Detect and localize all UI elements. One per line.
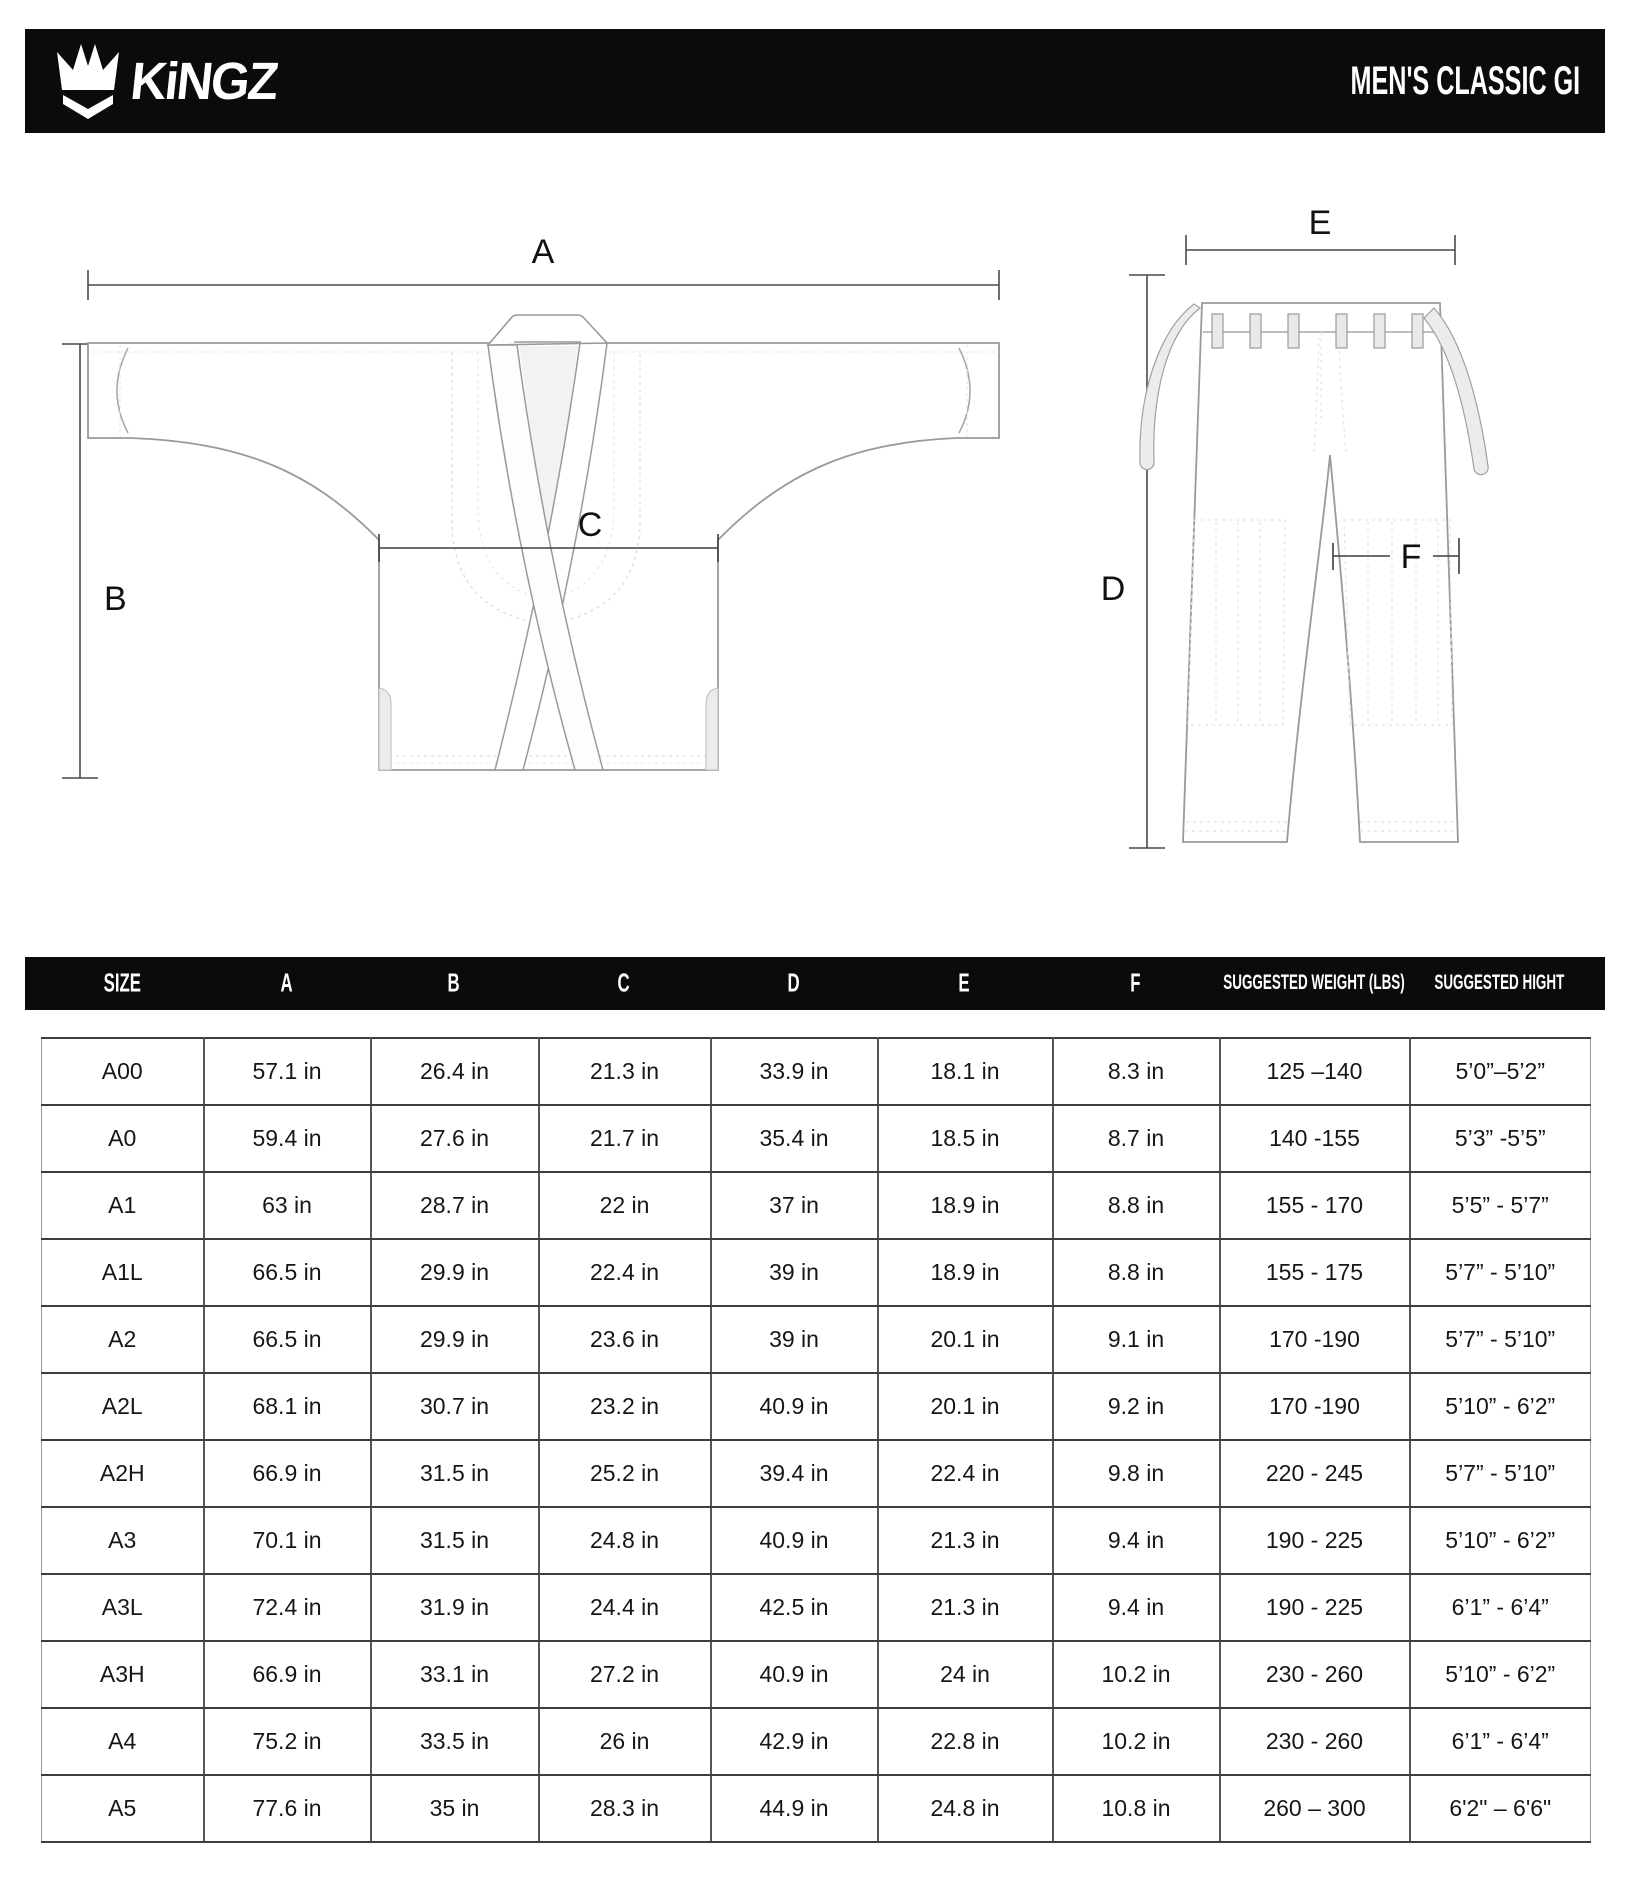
measurement-cell: 68.1 in (204, 1373, 371, 1440)
logo-wordmark: KiNGZ (127, 51, 280, 111)
size-cell: A5 (42, 1775, 204, 1842)
size-cell: A2L (42, 1373, 204, 1440)
measurement-cell: 30.7 in (371, 1373, 539, 1440)
size-cell: A00 (42, 1038, 204, 1105)
measurement-cell: 5’5” - 5’7” (1410, 1172, 1591, 1239)
size-cell: A1L (42, 1239, 204, 1306)
size-cell: A3 (42, 1507, 204, 1574)
measurement-cell: 33.1 in (371, 1641, 539, 1708)
column-header-size: SIZE (103, 968, 141, 998)
measurement-cell: 18.9 in (878, 1172, 1053, 1239)
measurement-cell: 59.4 in (204, 1105, 371, 1172)
size-cell: A0 (42, 1105, 204, 1172)
dim-line-a (88, 270, 999, 300)
size-table (41, 1037, 1591, 1843)
size-cell: A2 (42, 1306, 204, 1373)
jacket-side-slit-right (706, 688, 718, 770)
measurement-cell: 24.8 in (539, 1507, 711, 1574)
measurement-cell: 66.5 in (204, 1239, 371, 1306)
gi-jacket-drawing (62, 233, 999, 778)
table-row (42, 1574, 1591, 1641)
jacket-width-label: A (531, 233, 555, 271)
drawstring-left (1140, 304, 1200, 470)
column-header-e: E (958, 968, 971, 998)
measurement-cell: 23.6 in (539, 1306, 711, 1373)
measurement-cell: 8.8 in (1053, 1172, 1220, 1239)
measurement-cell: 155 - 175 (1220, 1239, 1410, 1306)
measurement-cell: 26 in (539, 1708, 711, 1775)
measurement-cell: 25.2 in (539, 1440, 711, 1507)
measurement-cell: 24 in (878, 1641, 1053, 1708)
measurement-cell: 220 - 245 (1220, 1440, 1410, 1507)
collar-top (488, 315, 607, 345)
table-row (42, 1641, 1591, 1708)
measurement-cell: 39 in (711, 1239, 878, 1306)
table-row (42, 1708, 1591, 1775)
table-row (42, 1507, 1591, 1574)
jacket-waist-label: C (577, 506, 603, 544)
measurement-cell: 40.9 in (711, 1373, 878, 1440)
measurement-cell: 33.5 in (371, 1708, 539, 1775)
measurement-cell: 8.3 in (1053, 1038, 1220, 1105)
measurement-cell: 18.1 in (878, 1038, 1053, 1105)
measurement-cell: 23.2 in (539, 1373, 711, 1440)
measurement-cell: 5’7” - 5’10” (1410, 1306, 1591, 1373)
pants-leg-opening-label: F (1400, 538, 1422, 576)
measurement-cell: 39.4 in (711, 1440, 878, 1507)
measurement-cell: 75.2 in (204, 1708, 371, 1775)
column-header-a: A (280, 968, 293, 998)
jacket-height-label: B (104, 580, 127, 618)
measurement-cell: 24.4 in (539, 1574, 711, 1641)
measurement-cell: 37 in (711, 1172, 878, 1239)
measurement-cell: 190 - 225 (1220, 1574, 1410, 1641)
measurement-cell: 22.8 in (878, 1708, 1053, 1775)
measurement-cell: 125 –140 (1220, 1038, 1410, 1105)
measurement-cell: 21.3 in (878, 1507, 1053, 1574)
page-title: MEN'S CLASSIC GI (1350, 57, 1580, 103)
measurement-cell: 77.6 in (204, 1775, 371, 1842)
measurement-cell: 6’1” - 6’4” (1410, 1708, 1591, 1775)
measurement-cell: 28.7 in (371, 1172, 539, 1239)
size-cell: A3H (42, 1641, 204, 1708)
measurement-cell: 66.5 in (204, 1306, 371, 1373)
measurement-cell: 22.4 in (539, 1239, 711, 1306)
size-cell: A3L (42, 1574, 204, 1641)
measurement-cell: 66.9 in (204, 1641, 371, 1708)
measurement-cell: 9.8 in (1053, 1440, 1220, 1507)
measurement-cell: 31.5 in (371, 1440, 539, 1507)
measurement-cell: 44.9 in (711, 1775, 878, 1842)
measurement-cell: 27.2 in (539, 1641, 711, 1708)
column-header-b: B (447, 968, 461, 998)
column-header-c: C (617, 968, 631, 998)
size-table-body (42, 1038, 1591, 1842)
measurement-cell: 26.4 in (371, 1038, 539, 1105)
measurement-cell: 42.5 in (711, 1574, 878, 1641)
measurement-cell: 170 -190 (1220, 1373, 1410, 1440)
measurement-cell: 140 -155 (1220, 1105, 1410, 1172)
jacket-side-slit-left (379, 688, 391, 770)
measurement-cell: 10.8 in (1053, 1775, 1220, 1842)
measurement-cell: 31.5 in (371, 1507, 539, 1574)
column-header-height: SUGGESTED HIGHT (1434, 971, 1565, 994)
measurement-cell: 20.1 in (878, 1306, 1053, 1373)
table-row (42, 1440, 1591, 1507)
measurement-cell: 63 in (204, 1172, 371, 1239)
measurement-cell: 20.1 in (878, 1373, 1053, 1440)
measurement-cell: 33.9 in (711, 1038, 878, 1105)
pants-height-label: D (1100, 570, 1126, 608)
size-cell: A4 (42, 1708, 204, 1775)
measurement-cell: 10.2 in (1053, 1708, 1220, 1775)
measurement-cell: 70.1 in (204, 1507, 371, 1574)
measurement-cell: 5’3” -5’5” (1410, 1105, 1591, 1172)
measurement-cell: 39 in (711, 1306, 878, 1373)
measurement-cell: 9.1 in (1053, 1306, 1220, 1373)
measurement-cell: 5’0”–5’2” (1410, 1038, 1591, 1105)
column-header-weight: SUGGESTED WEIGHT (LBS) (1223, 971, 1405, 994)
measurement-cell: 35 in (371, 1775, 539, 1842)
pants-waist-label: E (1308, 204, 1332, 242)
measurement-cell: 5’10” - 6’2” (1410, 1373, 1591, 1440)
table-row (42, 1038, 1591, 1105)
measurement-cell: 40.9 in (711, 1507, 878, 1574)
measurement-cell: 35.4 in (711, 1105, 878, 1172)
measurement-cell: 29.9 in (371, 1306, 539, 1373)
gi-pants-drawing (1101, 204, 1488, 848)
measurement-cell: 9.2 in (1053, 1373, 1220, 1440)
measurement-cell: 42.9 in (711, 1708, 878, 1775)
measurement-cell: 10.2 in (1053, 1641, 1220, 1708)
size-cell: A2H (42, 1440, 204, 1507)
measurement-cell: 40.9 in (711, 1641, 878, 1708)
measurement-cell: 18.5 in (878, 1105, 1053, 1172)
measurement-cell: 155 - 170 (1220, 1172, 1410, 1239)
measurement-cell: 9.4 in (1053, 1574, 1220, 1641)
measurement-cell: 21.3 in (878, 1574, 1053, 1641)
measurement-cell: 21.7 in (539, 1105, 711, 1172)
table-row (42, 1775, 1591, 1842)
measurement-cell: 22 in (539, 1172, 711, 1239)
column-header-d: D (787, 968, 800, 998)
measurement-cell: 29.9 in (371, 1239, 539, 1306)
table-row (42, 1306, 1591, 1373)
measurement-cell: 230 - 260 (1220, 1708, 1410, 1775)
measurement-cell: 190 - 225 (1220, 1507, 1410, 1574)
measurement-cell: 27.6 in (371, 1105, 539, 1172)
table-row (42, 1239, 1591, 1306)
measurement-cell: 21.3 in (539, 1038, 711, 1105)
measurement-cell: 9.4 in (1053, 1507, 1220, 1574)
measurement-cell: 28.3 in (539, 1775, 711, 1842)
table-row (42, 1172, 1591, 1239)
measurement-cell: 5’7” - 5’10” (1410, 1440, 1591, 1507)
measurement-cell: 72.4 in (204, 1574, 371, 1641)
measurement-cell: 5’10” - 6’2” (1410, 1641, 1591, 1708)
measurement-cell: 230 - 260 (1220, 1641, 1410, 1708)
measurement-cell: 260 – 300 (1220, 1775, 1410, 1842)
measurement-cell: 31.9 in (371, 1574, 539, 1641)
size-table-header (25, 957, 1605, 1010)
measurement-cell: 24.8 in (878, 1775, 1053, 1842)
measurement-cell: 5’10” - 6’2” (1410, 1507, 1591, 1574)
measurement-cell: 8.8 in (1053, 1239, 1220, 1306)
measurement-cell: 22.4 in (878, 1440, 1053, 1507)
measurement-cell: 8.7 in (1053, 1105, 1220, 1172)
measurement-cell: 66.9 in (204, 1440, 371, 1507)
size-cell: A1 (42, 1172, 204, 1239)
measurement-cell: 6'2" – 6'6" (1410, 1775, 1591, 1842)
measurement-cell: 57.1 in (204, 1038, 371, 1105)
table-row (42, 1105, 1591, 1172)
measurement-cell: 170 -190 (1220, 1306, 1410, 1373)
table-row (42, 1373, 1591, 1440)
measurement-cell: 5’7” - 5’10” (1410, 1239, 1591, 1306)
measurement-cell: 18.9 in (878, 1239, 1053, 1306)
column-header-f: F (1130, 968, 1141, 998)
measurement-cell: 6’1” - 6’4” (1410, 1574, 1591, 1641)
